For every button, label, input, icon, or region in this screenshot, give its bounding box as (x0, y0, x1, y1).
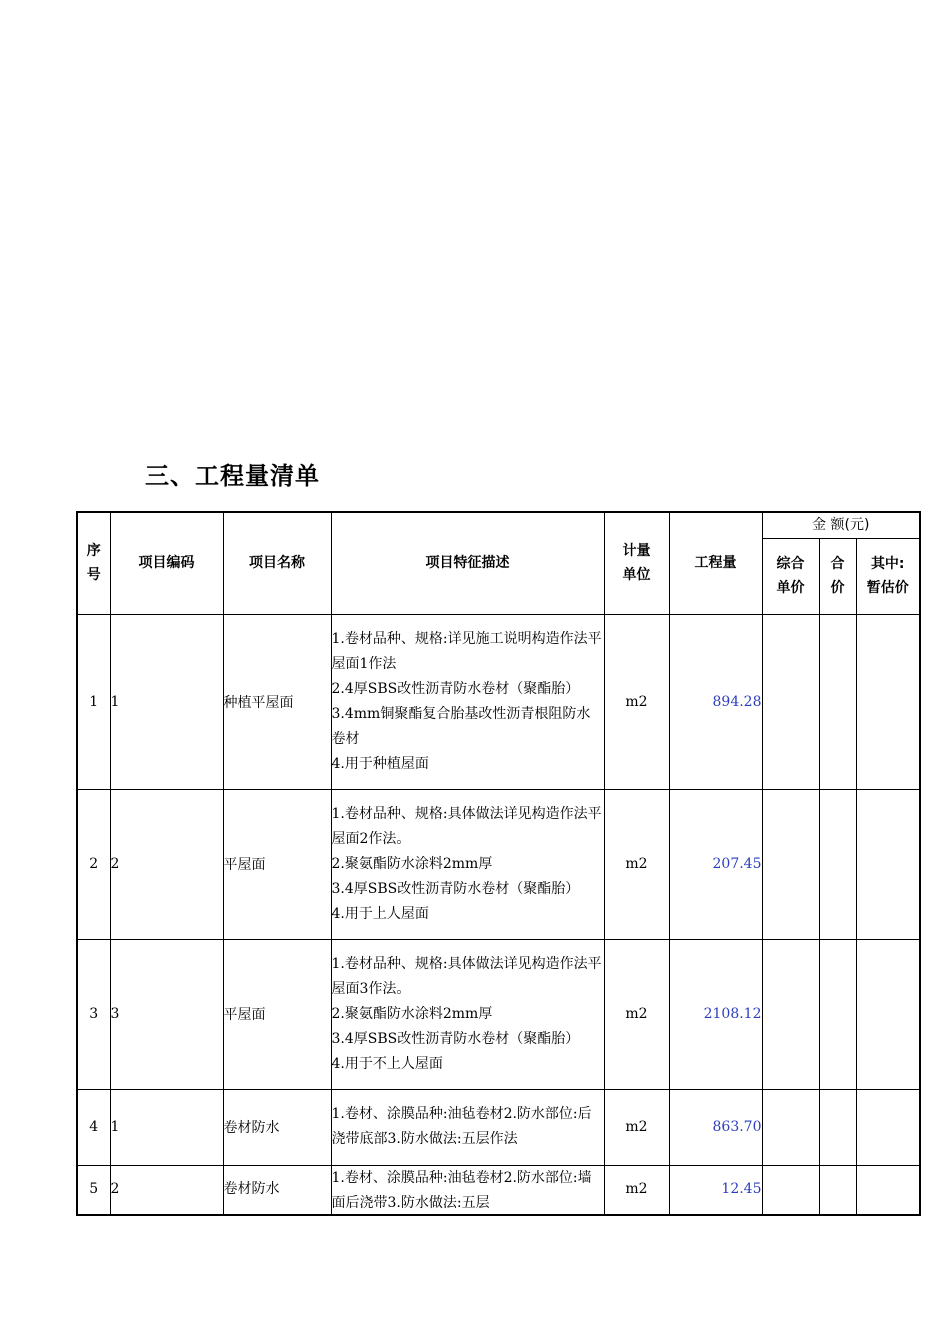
cell-provisional (856, 1165, 920, 1215)
header-desc: 项目特征描述 (331, 512, 604, 614)
header-total: 合价 (819, 538, 856, 614)
desc-line: 4.用于不上人屋面 (331, 1055, 443, 1072)
cell-unit: m2 (604, 1165, 669, 1215)
cell-code: 2 (110, 789, 223, 939)
cell-provisional (856, 614, 920, 789)
table-row (77, 614, 920, 789)
header-name: 项目名称 (223, 512, 331, 614)
table-row (77, 1089, 920, 1165)
header-qty: 工程量 (669, 512, 762, 614)
cell-name: 种植平屋面 (223, 614, 331, 789)
cell-provisional (856, 939, 920, 1089)
cell-seq: 2 (77, 789, 110, 939)
cell-name: 卷材防水 (223, 1089, 331, 1165)
desc-line: 2.聚氨酯防水涂料2mm厚 (331, 1005, 493, 1022)
table-row (77, 1165, 920, 1215)
page-title: 三、工程量清单 (145, 462, 320, 490)
cell-unit: m2 (604, 1089, 669, 1165)
desc-line: 1.卷材品种、规格:具体做法详见构造作法平屋面2作法。 (331, 805, 602, 847)
header-amount: 金 额(元) (762, 512, 920, 538)
cell-seq: 1 (77, 614, 110, 789)
cell-seq: 4 (77, 1089, 110, 1165)
cell-unit: m2 (604, 614, 669, 789)
desc-line: 4.用于上人屋面 (331, 905, 429, 922)
cell-provisional (856, 789, 920, 939)
cell-desc (331, 1165, 604, 1215)
cell-name: 卷材防水 (223, 1165, 331, 1215)
desc-line: 2.4厚SBS改性沥青防水卷材（聚酯胎） (331, 680, 580, 697)
cell-unit-price (762, 1165, 819, 1215)
bill-of-quantities-table (76, 511, 921, 1216)
cell-total (819, 1089, 856, 1165)
desc-line: 3.4厚SBS改性沥青防水卷材（聚酯胎） (331, 1030, 580, 1047)
desc-line: 3.4厚SBS改性沥青防水卷材（聚酯胎） (331, 880, 580, 897)
desc-line: 4.用于种植屋面 (331, 755, 429, 772)
cell-qty: 2108.12 (669, 939, 762, 1089)
cell-unit: m2 (604, 789, 669, 939)
cell-unit-price (762, 614, 819, 789)
table-row (77, 939, 920, 1089)
cell-desc (331, 939, 604, 1089)
cell-total (819, 789, 856, 939)
cell-qty: 894.28 (669, 614, 762, 789)
cell-qty: 207.45 (669, 789, 762, 939)
header-unit-price: 综合单价 (762, 538, 819, 614)
cell-name: 平屋面 (223, 939, 331, 1089)
desc-line: 1.卷材、涂膜品种:油毡卷材2.防水部位:后浇带底部3.防水做法:五层作法 (331, 1106, 592, 1147)
cell-qty: 863.70 (669, 1089, 762, 1165)
cell-code: 2 (110, 1165, 223, 1215)
cell-seq: 3 (77, 939, 110, 1089)
header-unit: 计量单位 (604, 512, 669, 614)
desc-line: 3.4mm铜聚酯复合胎基改性沥青根阻防水卷材 (331, 705, 591, 747)
header-provisional: 其中:暂估价 (856, 538, 920, 614)
cell-name: 平屋面 (223, 789, 331, 939)
cell-desc (331, 1089, 604, 1165)
cell-provisional (856, 1089, 920, 1165)
cell-unit-price (762, 789, 819, 939)
cell-desc (331, 789, 604, 939)
desc-line: 1.卷材品种、规格:详见施工说明构造作法平屋面1作法 (331, 630, 602, 672)
cell-unit-price (762, 939, 819, 1089)
desc-line: 1.卷材、涂膜品种:油毡卷材2.防水部位:墙面后浇带3.防水做法:五层 (331, 1169, 592, 1211)
cell-total (819, 939, 856, 1089)
table-row (77, 789, 920, 939)
cell-qty: 12.45 (669, 1165, 762, 1215)
cell-unit-price (762, 1089, 819, 1165)
header-code: 项目编码 (110, 512, 223, 614)
cell-unit: m2 (604, 939, 669, 1089)
cell-code: 1 (110, 1089, 223, 1165)
cell-seq: 5 (77, 1165, 110, 1215)
cell-code: 1 (110, 614, 223, 789)
header-seq: 序号 (77, 512, 110, 614)
cell-desc (331, 614, 604, 789)
cell-total (819, 1165, 856, 1215)
desc-line: 1.卷材品种、规格:具体做法详见构造作法平屋面3作法。 (331, 955, 602, 997)
cell-code: 3 (110, 939, 223, 1089)
cell-total (819, 614, 856, 789)
desc-line: 2.聚氨酯防水涂料2mm厚 (331, 855, 493, 872)
